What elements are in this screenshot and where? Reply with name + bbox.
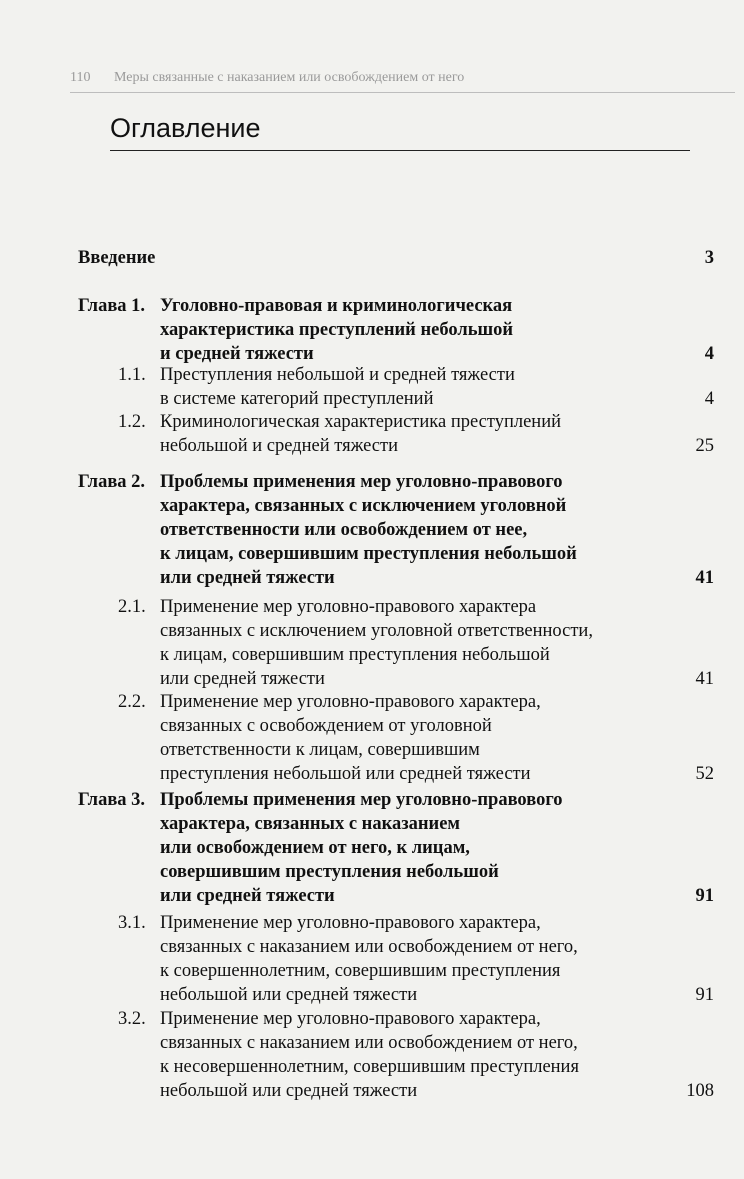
toc-entry-title-line: совершившим преступления небольшой bbox=[160, 862, 499, 882]
toc-entry-label: 1.2. bbox=[118, 412, 146, 432]
toc-entry-title-line: к лицам, совершившим преступления небольшой bbox=[160, 645, 550, 665]
toc-entry-title-line: к лицам, совершившим преступления небольшой bbox=[160, 544, 577, 564]
toc-entry-title-line: связанных с исключением уголовной ответственности, bbox=[160, 621, 593, 641]
toc-entry-label: Глава 1. bbox=[78, 296, 146, 316]
toc-entry-title-line: связанных с наказанием или освобождением от него, bbox=[160, 937, 578, 957]
toc-entry-title-line: преступления небольшой или средней тяжести bbox=[160, 764, 531, 784]
toc-entry-title-line: или средней тяжести bbox=[160, 669, 325, 689]
running-head-text: Меры связанные с наказанием или освобождением от него bbox=[113, 70, 465, 85]
toc-entry-page-number: 41 bbox=[695, 669, 714, 689]
toc-entry-title-line: в системе категорий преступлений bbox=[160, 389, 434, 409]
running-head-rule bbox=[70, 92, 735, 93]
toc-entry-title-line: к совершеннолетним, совершившим преступления bbox=[160, 961, 561, 981]
toc-entry-label: Глава 3. bbox=[78, 790, 146, 810]
toc-entry-title-line: характеристика преступлений небольшой bbox=[160, 320, 514, 340]
toc-entry-title-line: Применение мер уголовно-правового характера, bbox=[160, 692, 541, 712]
toc-entry-title-line: ответственности к лицам, совершившим bbox=[160, 740, 480, 760]
running-head-page-number: 110 bbox=[70, 70, 91, 85]
toc-entry-title bbox=[160, 1007, 579, 1103]
toc-entry-label: 3.2. bbox=[118, 1009, 146, 1029]
toc-entry-label: 2.2. bbox=[118, 692, 146, 712]
toc-entry-title-line: небольшой и средней тяжести bbox=[160, 436, 398, 456]
toc-entry-page-number: 3 bbox=[704, 248, 714, 268]
toc-entry-title bbox=[160, 595, 593, 691]
toc-entry-page-number: 91 bbox=[695, 985, 714, 1005]
toc-entry-title-line: Преступления небольшой и средней тяжести bbox=[160, 365, 515, 385]
toc-entry-title-line: Применение мер уголовно-правового характера bbox=[160, 597, 537, 617]
toc-entry-page-number: 91 bbox=[695, 886, 714, 906]
toc-entry-title-line: характера, связанных с наказанием bbox=[160, 814, 461, 834]
toc-entry-title-line: связанных с наказанием или освобождением от него, bbox=[160, 1033, 578, 1053]
toc-entry-page-number: 25 bbox=[695, 436, 714, 456]
toc-entry-title bbox=[160, 788, 563, 908]
running-head bbox=[70, 70, 730, 86]
toc-entry-title-line: характера, связанных с исключением уголовной bbox=[160, 496, 567, 516]
toc-entry-label: 1.1. bbox=[118, 365, 146, 385]
toc-entry-title-line: Применение мер уголовно-правового характера, bbox=[160, 1009, 541, 1029]
toc-entry-title-line: или освобождением от него, к лицам, bbox=[160, 838, 470, 858]
toc-entry-title-line: или средней тяжести bbox=[160, 568, 335, 588]
toc-entry-title-line: к несовершеннолетним, совершившим преступления bbox=[160, 1057, 579, 1077]
toc-entry-title-line: Уголовно-правовая и криминологическая bbox=[160, 296, 513, 316]
toc-entry-label: Глава 2. bbox=[78, 472, 146, 492]
toc-entry-title-line: Проблемы применения мер уголовно-правового bbox=[160, 472, 563, 492]
toc-entry-page-number: 52 bbox=[695, 764, 714, 784]
toc-entry-title bbox=[160, 410, 561, 458]
toc-entry-title-line: Проблемы применения мер уголовно-правового bbox=[160, 790, 563, 810]
toc-entry-title-line: связанных с освобождением от уголовной bbox=[160, 716, 492, 736]
toc-entry-label: Введение bbox=[78, 248, 156, 268]
toc-entry-title bbox=[160, 911, 578, 1007]
toc-entry-title-line: и средней тяжести bbox=[160, 344, 314, 364]
toc-entry-title-line: ответственности или освобождением от нее, bbox=[160, 520, 528, 540]
toc-entry-title bbox=[160, 294, 513, 366]
toc-entry-page-number: 108 bbox=[686, 1081, 714, 1101]
toc-entry-page-number: 41 bbox=[695, 568, 714, 588]
toc-entry-label: 3.1. bbox=[118, 913, 146, 933]
toc-entry-title bbox=[160, 363, 515, 411]
toc-entry-title-line: Применение мер уголовно-правового характера, bbox=[160, 913, 541, 933]
toc-entry-page-number: 4 bbox=[704, 344, 714, 364]
toc-entry-title-line: небольшой или средней тяжести bbox=[160, 985, 418, 1005]
toc-entry-title-line: небольшой или средней тяжести bbox=[160, 1081, 418, 1101]
toc-entry-page-number: 4 bbox=[704, 389, 714, 409]
title-underline bbox=[110, 150, 690, 151]
toc-entry-title bbox=[160, 690, 541, 786]
toc-entry-label: 2.1. bbox=[118, 597, 146, 617]
toc-entry-title-line: Криминологическая характеристика преступлений bbox=[160, 412, 561, 432]
toc-entry-title bbox=[160, 470, 577, 590]
page-title: Оглавление bbox=[110, 113, 261, 143]
toc-entry-title-line: или средней тяжести bbox=[160, 886, 335, 906]
